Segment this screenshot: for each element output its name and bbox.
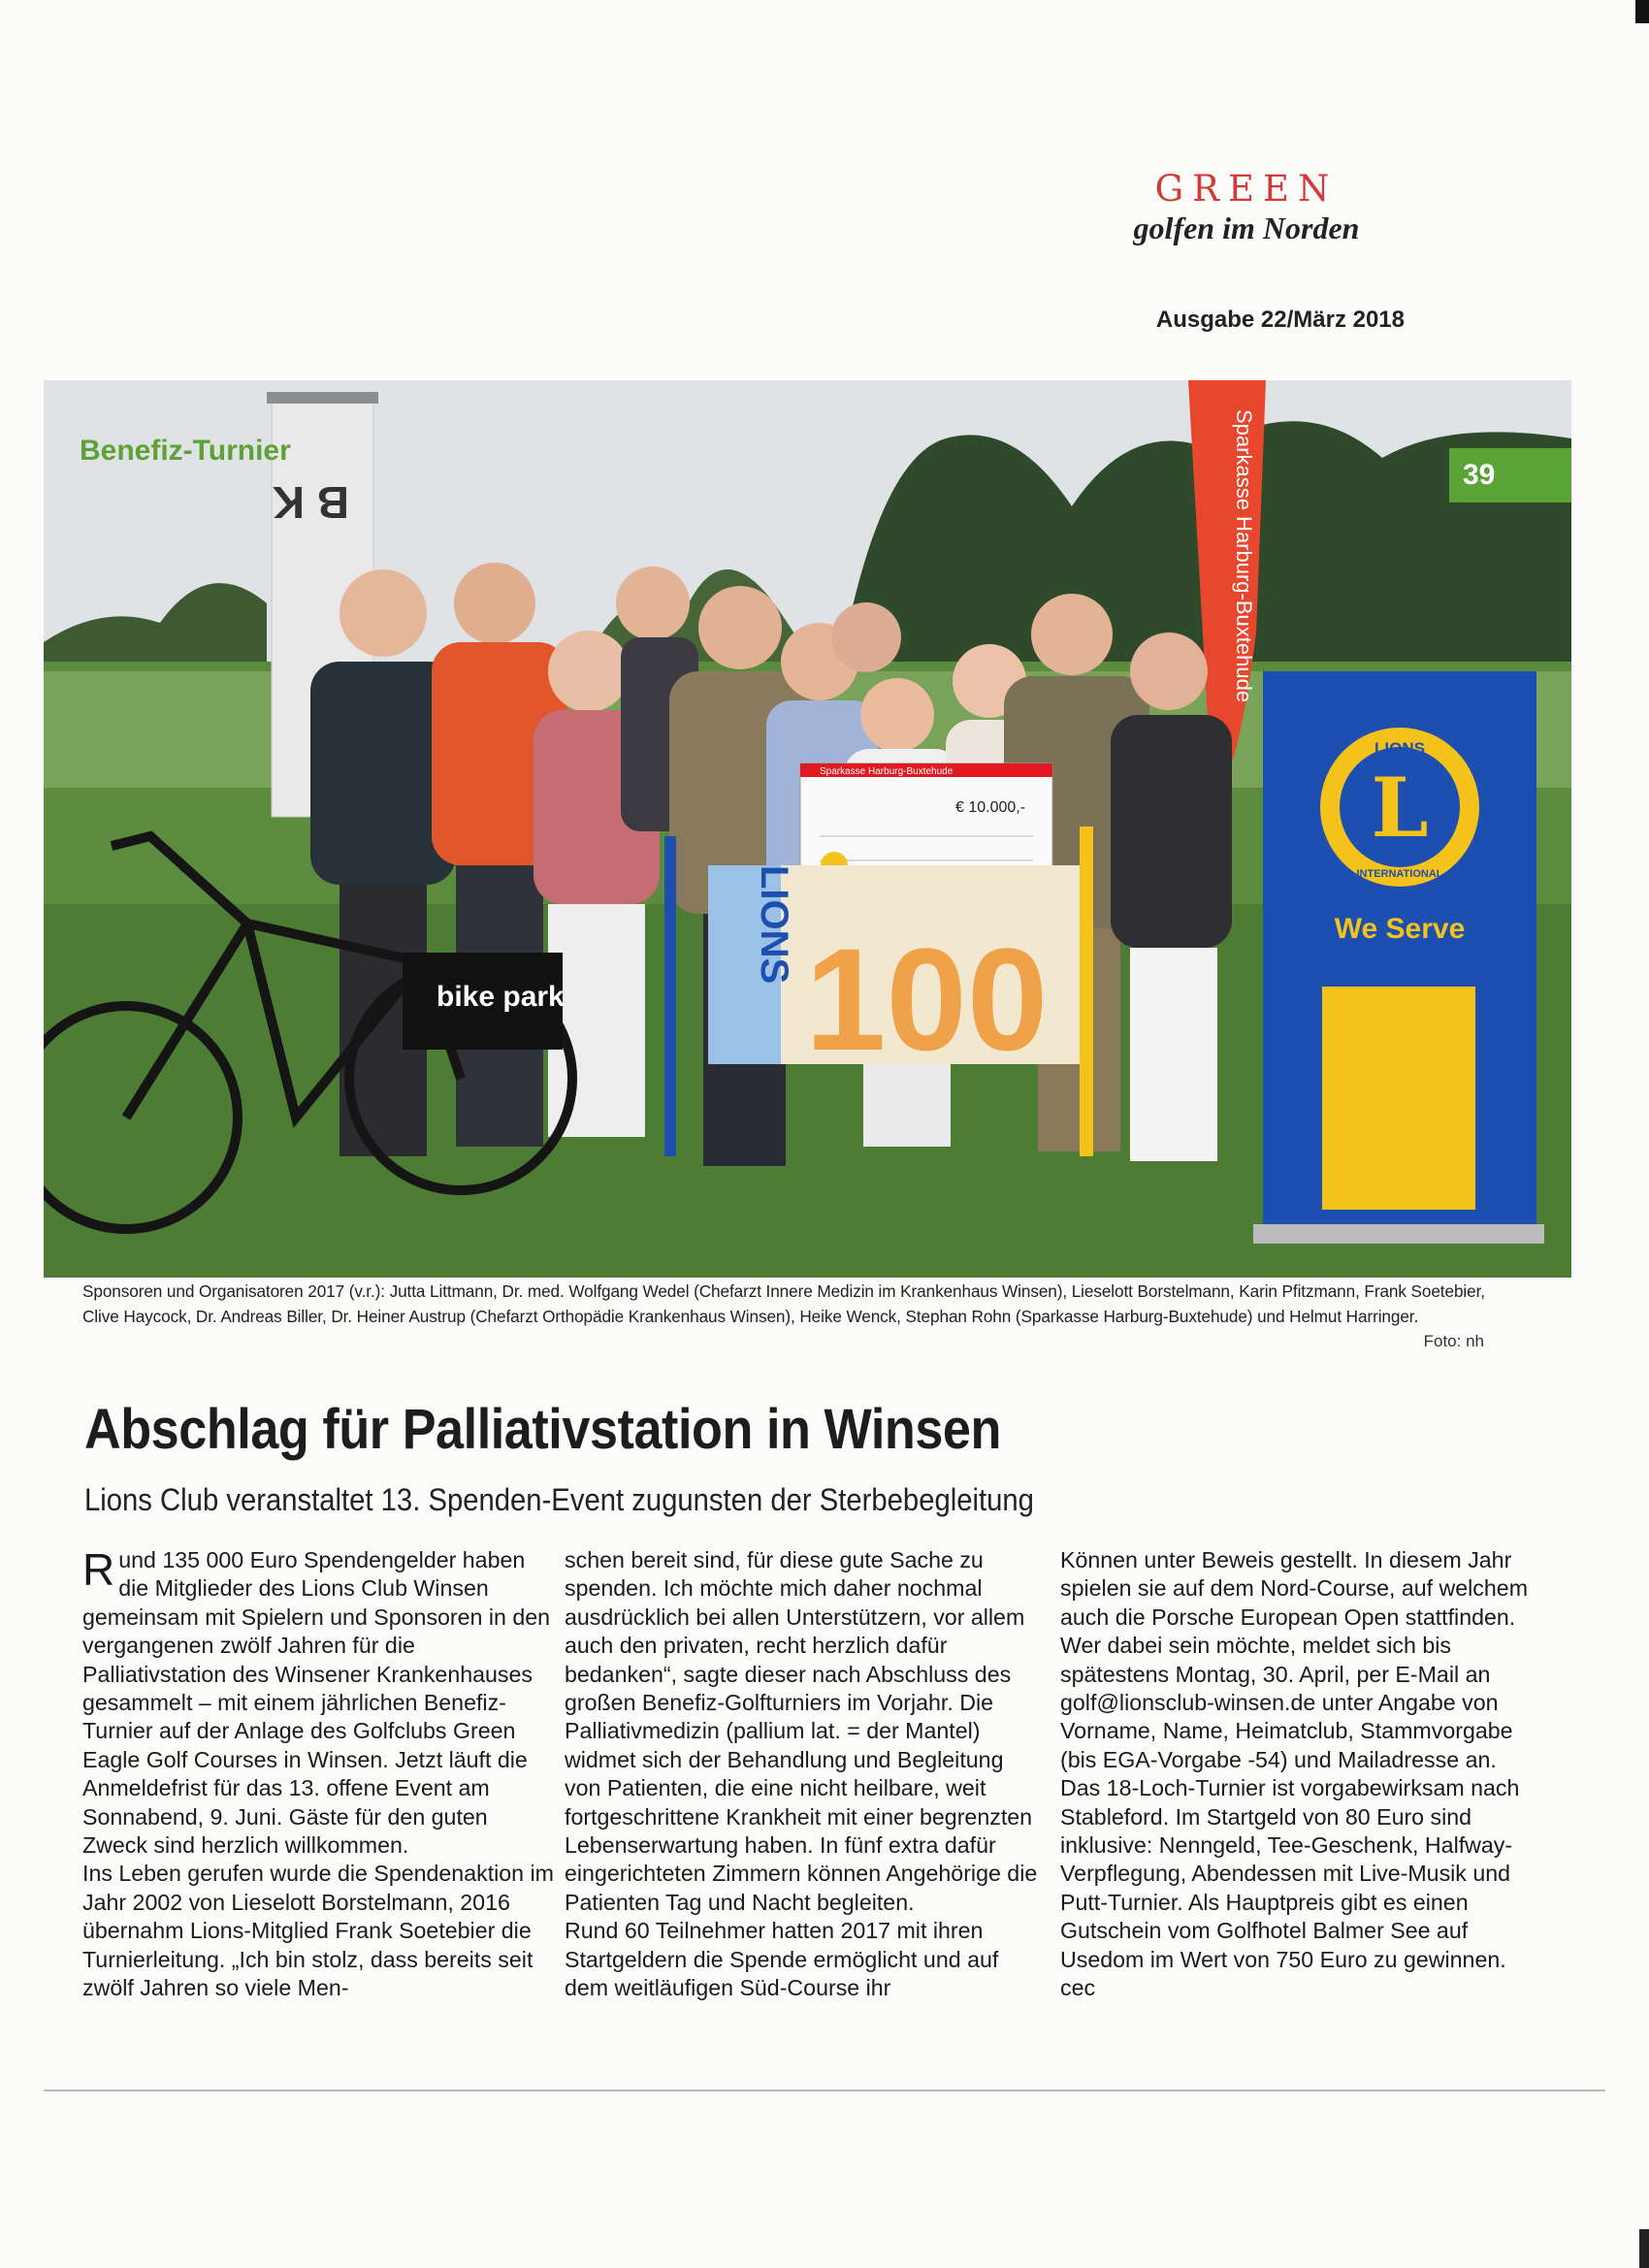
article-column-2: schen bereit sind, für diese gute Sache zu spenden. Ich möchte mich daher nochmal ausdrücklich bei allen Unterstützern, vor allem auch den privaten, recht herzlich dafür bedanken“, sagte dieser nach Abschluss des großen Benefiz-Golfturniers im Vorjahr. Die Palliativmedizin (pallium lat. = der Mantel) widmet sich der Behandlung und Begleitung von Patienten, die eine nicht heilbare, weit fortgeschrittene Krankheit mit einer begrenzten Lebenserwartung haben. In fünf extra dafür eingerichteten Zimmern können Angehörige die Patienten Tag und Nacht begleiten. Rund 60 Teilnehmer hatten 2017 mit ihren Startgeldern die Spende ermöglicht und auf dem weitläufigen Süd-Course ihr [565,1547,1038,2001]
article-subheadline: Lions Club veranstaltet 13. Spenden-Event zugunsten der Sterbebegleitung [84,1482,1034,1517]
lions-sign-text: LIONS [753,865,795,985]
bike-park-sign: bike park [436,981,565,1013]
photo-caption: Sponsoren und Organisatoren 2017 (v.r.): Jutta Littmann, Dr. med. Wolfgang Wedel (Chefarzt Innere Medizin im Krankenhaus Winsen), Lieselott Borstelmann, Karin Pfitzmann, Frank Soetebier, Clive Haycock, Dr. Andreas Biller, Dr. Heiner Austrup (Chefarzt Orthopädie Krankenhaus Winsen), Heike Wenck, Stephan Rohn (Sparkasse Harburg-Buxtehude) und Helmut Harringer. [82,1281,1485,1326]
drop-cap: R [82,1544,115,1595]
masthead-subtitle: golfen im Norden [1133,211,1360,245]
event-photo-illustration [44,380,1571,1278]
photo-credit: Foto: nh [1423,1332,1484,1350]
left-banner-text: B K [272,477,349,528]
lions-motto: We Serve [1334,913,1466,945]
page-number: 39 [1449,448,1571,502]
article-headline: Abschlag für Palliativstation in Winsen [84,1398,1001,1461]
check-amount: € 10.000,- [955,799,1026,816]
lions-ring-bottom: INTERNATIONAL [1356,868,1443,880]
masthead-brand: GREEN [1154,168,1339,210]
red-banner-text: Sparkasse Harburg-Buxtehude [1232,409,1256,703]
article-column-3: Können unter Beweis gestellt. In diesem Jahr spielen sie auf dem Nord-Course, auf welchem auch die Porsche European Open stattfinden. Wer dabei sein möchte, meldet sich bis spätestens Montag, 30. April, per E-Mail an golf@lionsclub-winsen.de unter Angabe von Vorname, Name, Heimatclub, Stammvorgabe (bis EGA-Vorgabe -54) und Mailadresse an. Das 18-Loch-Turnier ist vorgabewirksam nach Stableford. Im Startgeld von 80 Euro sind inklusive: Nenngeld, Tee-Geschenk, Halfway-Verpflegung, Abendessen mit Live-Musik und Putt-Turnier. Als Hauptpreis gibt es einen Gutschein vom Golfhotel Balmer See auf Usedom im Wert von 750 Euro zu gewinnen. cec [1060,1547,1529,2001]
masthead [1086,170,1406,246]
lions-ring-top: LIONS [1374,739,1425,758]
page-bottom-rule [44,2090,1605,2091]
scan-edge-mark [1635,0,1649,23]
lions-sign-number: 100 [805,918,1049,1081]
event-photo [44,380,1571,1278]
scan-edge-mark-bottom [1639,2229,1649,2268]
svg-text:L: L [1371,760,1429,856]
article-column-1 [82,1546,558,2003]
section-label: Benefiz-Turnier [80,435,291,467]
check-bank: Sparkasse Harburg-Buxtehude [820,766,954,777]
article-column-1-text: und 135 000 Euro Spendengelder haben die Mitglieder des Lions Club Winsen gemeinsam mit Spielern und Sponsoren in den vergangenen zwölf Jahren für die Palliativstation des Winsener Krankenhauses gesammelt – mit einem jährlichen Benefiz-Turnier auf der Anlage des Golfclubs Green Eagle Golf Courses in Winsen. Jetzt läuft die Anmeldefrist für das 13. offene Event am Sonnabend, 9. Juni. Gäste für den guten Zweck sind herzlich willkommen. Ins Leben gerufen wurde die Spendenaktion im Jahr 2002 von Lieselott Borstelmann, 2016 übernahm Lions-Mitglied Frank Soetebier die Turnierleitung. „Ich bin stolz, dass bereits seit zwölf Jahren so viele Men- [82,1547,554,2001]
issue-label: Ausgabe 22/März 2018 [1155,307,1405,333]
